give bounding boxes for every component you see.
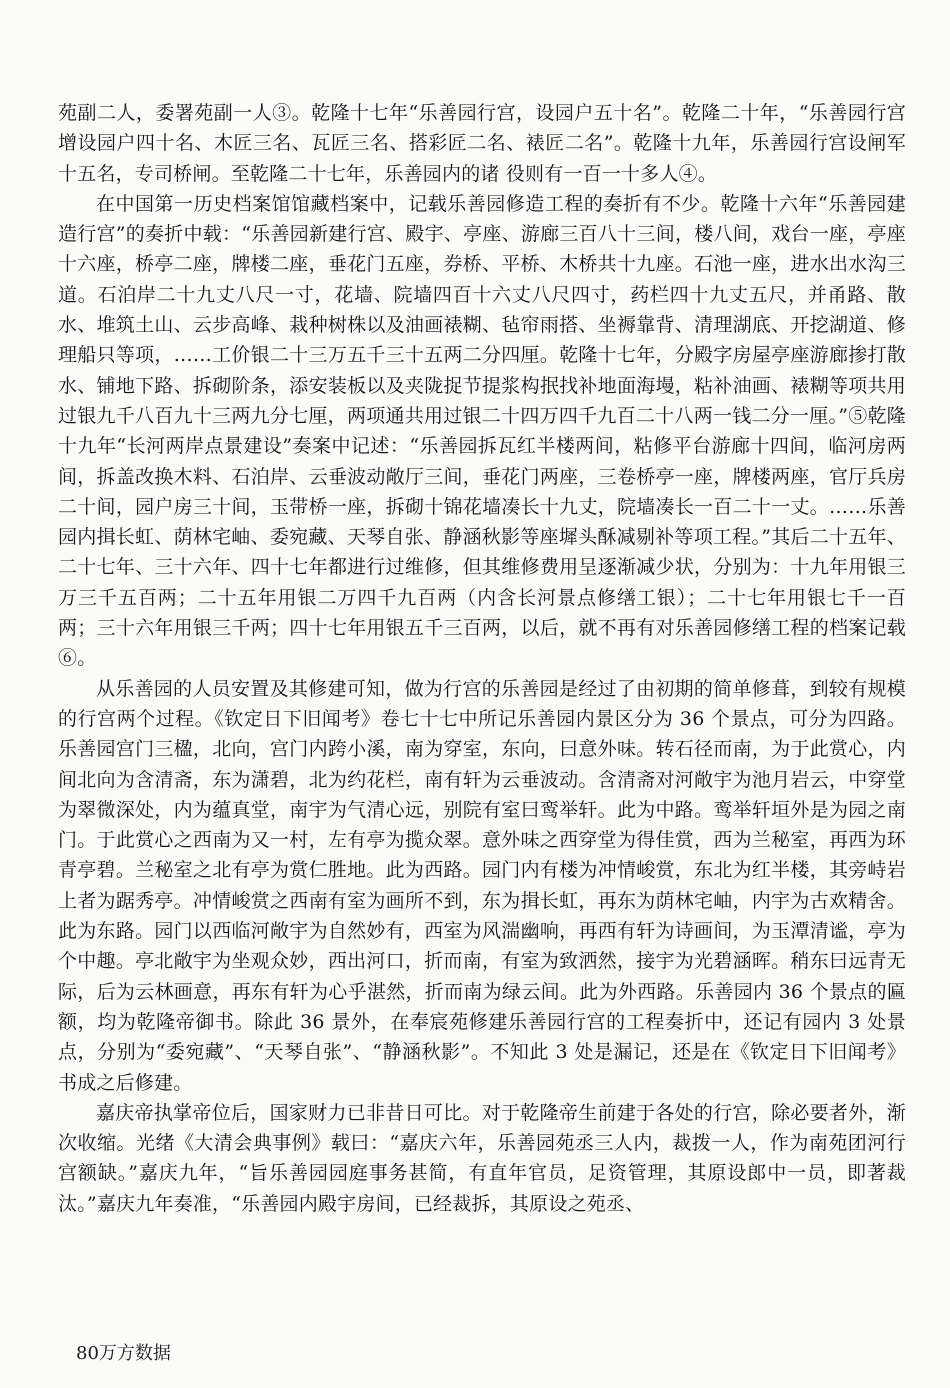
body-text <box>58 98 906 1219</box>
paragraph-4: 嘉庆帝执掌帝位后，国家财力已非昔日可比。对于乾隆帝生前建于各处的行宫，除必要者外，渐次收缩。光绪《大清会典事例》载曰：“嘉庆六年，乐善园苑丞三人内，裁拨一人，作为南苑团河行宫额缺。”嘉庆九年，“旨乐善园园庭事务甚简，有直年官员，足资管理，其原设郎中一员，即著裁汰。”嘉庆九年奏准，“乐善园内殿宇房间，已经裁拆，其原设之苑丞、 <box>58 1101 906 1215</box>
page-number: 80 <box>76 1343 99 1364</box>
paragraph-3: 从乐善园的人员安置及其修建可知，做为行宫的乐善园是经过了由初期的简单修葺，到较有规模的行宫两个过程。《钦定日下旧闻考》卷七十七中所记乐善园内景区分为 36 个景点，可分为四路。乐善园宫门三楹，北向，宫门内跨小溪，南为穿室，东向，曰意外味。转石径而南，为于此赏心，内间北向为含清斋，东为潇碧，北为约花栏，南有轩为云垂波动。含清斋对河敞宇为池月岩云，中穿堂为翠微深处，内为蕴真堂，南宇为气清心远，别院有室曰鸾举轩。此为中路。鸾举轩垣外是为园之南门。于此赏心之西南为又一村，左有亭为揽众翠。意外味之西穿堂为得佳赏，西为兰秘室，再西为环青亭碧。兰秘室之北有亭为赏仁胜地。此为西路。园门内有楼为冲情峻赏，东北为红半楼，其旁峙岩上者为踞秀亭。冲情峻赏之西南有室为画所不到，东为揖长虹，再东为荫林宅岫，内宇为古欢精舍。此为东路。园门以西临河敞宇为自然妙有，西室为风湍幽响，再西有轩为诗画间，为玉潭清谧，亭为个中趣。亭北敞宇为坐观众妙，西出河口，折而南，有室为致洒然，接宇为光碧涵晖。稍东曰远青无际，后为云林画意，再东有轩为心乎湛然，折而南为绿云间。此为外西路。乐善园内 36 个景点的匾额，均为乾隆帝御书。除此 36 景外，在奉宸苑修建乐善园行宫的工程奏折中，还记有园内 3 处景点，分别为“委宛藏”、“天琴自张”、“静涵秋影”。不知此 3 处是漏记，还是在《钦定日下旧闻考》书成之后修建。 <box>58 677 906 1094</box>
paragraph-2: 在中国第一历史档案馆馆藏档案中，记载乐善园修造工程的奏折有不少。乾隆十六年“乐善园建造行宫”的奏折中载：“乐善园新建行宫、殿宇、亭座、游廊三百八十三间，楼八间，戏台一座，亭座十六座，桥亭二座，牌楼二座，垂花门五座，券桥、平桥、木桥共十九座。石池一座，进水出水沟三道。石泊岸二十九丈八尺一寸，花墙、院墙四百十六丈八尺四寸，药栏四十九丈五尺，并甬路、散水、堆筑土山、云步高峰、栽种树株以及油画裱糊、毡帘雨搭、坐褥靠背、清理湖底、开挖湖道、修理船只等项，……工价银二十三万五千三十五两二分四厘。乾隆十七年，分殿字房屋亭座游廊掺打散水、铺地下路、拆砌阶条，添安装板以及夹陇捉节提浆构抿找补地面海墁，粘补油画、裱糊等项共用过银九千八百九十三两九分七厘，两项通共用过银二十四万四千九百二十八两一钱二分一厘。”⑤乾隆十九年“长河两岸点景建设”奏案中记述：“乐善园拆瓦红半楼两间，粘修平台游廊十四间，临河房两间，拆盖改换木料、石泊岸、云垂波动敞厅三间，垂花门两座，三卷桥亭一座，牌楼两座，官厅兵房二十间，园户房三十间，玉带桥一座，拆砌十锦花墙凑长十九丈，院墙凑长一百二十一丈。……乐善园内揖长虹、荫林宅岫、委宛藏、天琴自张、静涵秋影等座墀头酥减剔补等项工程。”其后二十五年、二十七年、三十六年、四十七年都进行过维修，但其维修费用呈逐渐减少状，分别为：十九年用银三万三千五百两；二十五年用银二万四千九百两（内含长河景点修缮工银）；二十七年用银七千一百两；三十六年用银三千两；四十七年用银五千三百两，以后，就不再有对乐善园修缮工程的档案记载⑥。 <box>58 192 906 670</box>
paragraph-1: 苑副二人，委署苑副一人③。乾隆十七年“乐善园行宫，设园户五十名”。乾隆二十年，“乐善园行宫增设园户四十名、木匠三名、瓦匠三名、搭彩匠二名、裱匠二名”。乾隆十九年，乐善园行宫设闸军十五名，专司桥闸。至乾隆二十七年，乐善园内的诸 役则有一百一十多人④。 <box>58 102 906 185</box>
watermark-text: 万方数据 <box>98 1343 171 1364</box>
page-footer <box>76 1339 171 1365</box>
